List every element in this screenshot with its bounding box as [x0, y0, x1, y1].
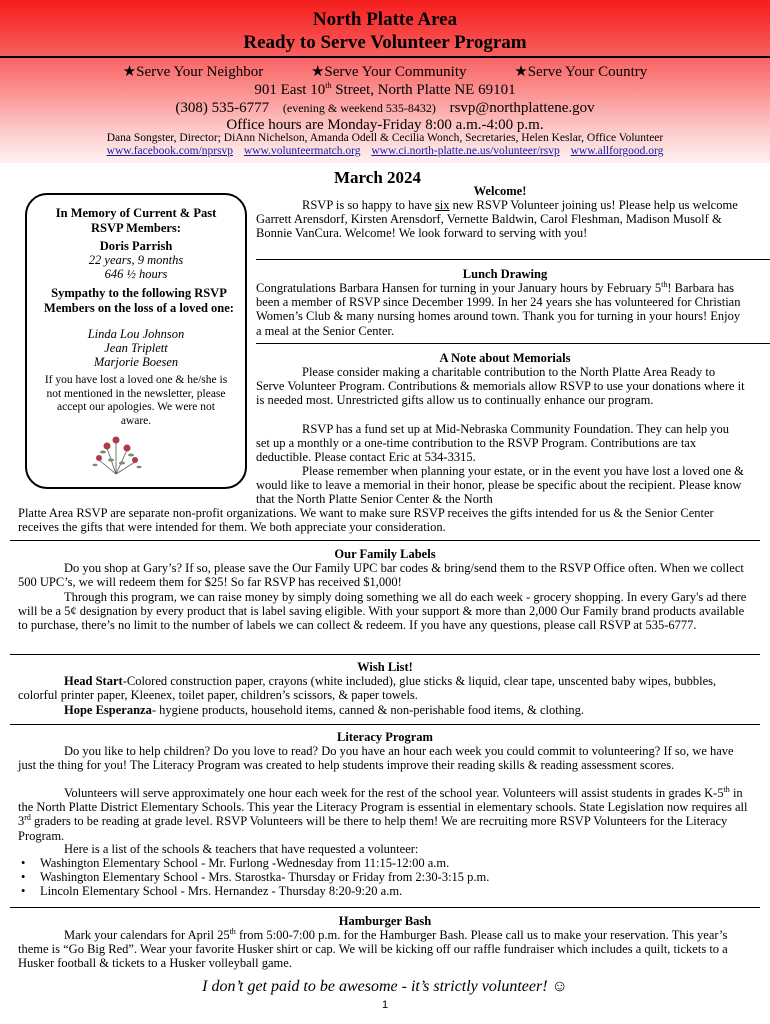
wish-hope: [18, 703, 750, 717]
literacy-p2-c: graders to be reading at grade level. RSVP Volunteers will be there to help them! We are recruiting more RSVP Volunteers for the Literacy Program.: [18, 814, 728, 843]
address: [0, 81, 770, 99]
literacy-p2-b: in the North Platte District Elementary Schools. This year the Literacy Program is essential in elementary schools. State Legislation now requires all 3: [18, 786, 748, 829]
family-title: Our Family Labels: [334, 547, 436, 561]
family-p1: Do you shop at Gary’s? If so, please save the Our Family UPC bar codes & bring/send them to the RSVP Office often. When we collect 500 UPC’s, we will redeem them for $25! So far RSVP has received $1,000!: [18, 561, 744, 590]
loved-one: Marjorie Boesen: [93, 355, 179, 369]
staff-list: Dana Songster, Director; DiAnn Nichelson, Amanda Odell & Cecilia Wonch, Secretaries, Helen Keslar, Office Volunteer: [106, 132, 664, 144]
memorials-title: A Note about Memorials: [439, 351, 571, 365]
masthead-divider: [0, 56, 770, 58]
list-item: • Washington Elementary School - Mrs. Starostka- Thursday or Friday from 2:30-3:15 p.m.: [18, 870, 750, 884]
welcome-six: six: [434, 198, 450, 212]
literacy-p1: Do you like to help children? Do you love to read? Do you have an hour each week you could commit to volunteering? If so, we have just the thing for you! The Literacy Program was created to help students improve their reading skills & reading assessment scores.: [18, 744, 734, 773]
welcome-text-a: RSVP is so happy to have: [302, 198, 435, 212]
literacy-p2-a: Volunteers will serve approximately one hour each week for the rest of the school year. Volunteers will assist students in grades K-5: [64, 786, 724, 800]
headstart-text: -Colored construction paper, crayons (white included), glue sticks & liquid, clear tape, unscented baby wipes, bubbles, colorful printer paper, Kleenex, toilet paper, children’s scissors, & paper towels.: [18, 674, 717, 703]
city-rsvp-link[interactable]: www.ci.north-platte.ne.us/volunteer/rsvp: [371, 145, 560, 157]
memorials-p3-cont: Platte Area RSVP are separate non-profit organizations. We want to make sure RSVP receives the gifts intended for us & the Senior Center receives the gifts that were intended for them. We both appreciate your consideration.: [18, 506, 714, 535]
welcome-text: [256, 198, 746, 241]
slogan-neighbor: ★Serve Your Neighbor: [122, 64, 264, 80]
volunteermatch-link[interactable]: www.volunteermatch.org: [243, 145, 361, 157]
slogans: [0, 63, 770, 81]
slogan-community: ★Serve Your Community: [310, 64, 467, 80]
literacy-title: Literacy Program: [337, 730, 433, 744]
memorial-note: If you have lost a loved one & he/she is not mentioned in the newsletter, please accept our apologies. We were not aware.: [44, 374, 228, 427]
page-number: 1: [381, 999, 389, 1011]
literacy-p2: [18, 786, 750, 843]
welcome-text-b: new RSVP Volunteer joining us! Please help us welcome Garrett Arensdorf, Kirsten Arensdorf, Vernette Baldwin, Carol Fleshman, Madison Musolf & Bonnie VanCura. Welcome! We look forward to serving with you!: [256, 198, 738, 241]
memorial-name: Doris Parrish: [99, 239, 173, 253]
web-links: [0, 144, 770, 158]
slogan-country: ★Serve Your Country: [514, 64, 648, 80]
literacy-p3: Here is a list of the schools & teachers that have requested a volunteer:: [64, 842, 419, 856]
section-divider: [256, 259, 770, 260]
hamburger-text: [18, 928, 750, 971]
list-item: • Washington Elementary School - Mr. Furlong -Wednesday from 11:15-12:00 a.m.: [18, 856, 750, 870]
address-part-2: Street, North Platte NE 69101: [331, 82, 516, 98]
literacy-sup1: th: [723, 784, 730, 794]
lunch-title: Lunch Drawing: [462, 267, 548, 281]
masthead: [0, 0, 770, 163]
address-part: 901 East 10: [254, 82, 326, 98]
family-p2: Through this program, we can raise money by simply doing something we all do each week - grocery shopping. In every Gary's ad there will be a 5¢ designation by every product that is label saving eligible. With your support & more than 2,000 Our Family brand products available to purchase, there’s no limit to the number of labels we can collect & redeem. If you have any questions, please call RSVP at 535-6777.: [18, 590, 747, 633]
section-divider: [10, 654, 760, 655]
sympathy-heading: Sympathy to the following RSVP Members on the loss of a loved one:: [44, 286, 234, 315]
lunch-text: [256, 281, 746, 338]
issue-month: March 2024: [334, 168, 422, 187]
phone-number: (308) 535-6777: [175, 100, 270, 116]
section-divider: [10, 540, 760, 541]
memorial-hours: 646 ½ hours: [104, 267, 168, 281]
hamburger-text-a: Mark your calendars for April 25: [64, 928, 230, 942]
hamburger-sup: th: [229, 926, 236, 936]
headstart-label: Head Start: [64, 674, 123, 688]
wish-title: Wish List!: [357, 660, 413, 674]
evening-phone: (evening & weekend 535-8432): [282, 101, 436, 115]
hamburger-title: Hamburger Bash: [338, 914, 432, 928]
memorial-box: [25, 193, 247, 489]
contact-line: [0, 99, 770, 117]
school-list: [18, 856, 750, 899]
address-sup: th: [325, 81, 332, 90]
loved-one: Linda Lou Johnson: [87, 327, 185, 341]
memorial-heading: In Memory of Current & Past RSVP Members:: [55, 206, 217, 235]
memorials-p1: Please consider making a charitable contribution to the North Platte Area Ready to Serve Volunteer Program. Contributions & memorials allow RSVP to use your donations where it is needed most. Unrestricted gifts allow us to continually enhance our program.: [256, 365, 745, 408]
memorial-years: 22 years, 9 months: [88, 253, 184, 267]
facebook-link[interactable]: www.facebook.com/nprsvp: [106, 145, 234, 157]
flower-bouquet-icon: [85, 430, 147, 478]
allforgood-link[interactable]: www.allforgood.org: [570, 145, 664, 157]
list-item: • Lincoln Elementary School - Mrs. Hernandez - Thursday 8:20-9:20 a.m.: [18, 884, 750, 898]
section-divider: [10, 907, 760, 908]
section-divider: [10, 724, 760, 725]
lunch-text-a: Congratulations Barbara Hansen for turning in your January hours by February 5: [256, 281, 662, 295]
org-title-line2: Ready to Serve Volunteer Program: [243, 32, 527, 53]
email-address: rsvp@northplattene.gov: [449, 100, 595, 116]
office-hours: Office hours are Monday-Friday 8:00 a.m.-4:00 p.m.: [226, 117, 544, 133]
wish-headstart: [18, 674, 750, 702]
hamburger-text-b: from 5:00-7:00 p.m. for the Hamburger Bash. Please call us to make your reservation. This year’s theme is “Go Big Red”. Wear your favorite Husker shirt or cap. We will be kicking off our raffle fundraiser which includes a quilt, tickets to a Husker football & tickets to a Husker volleyball game.: [18, 928, 728, 971]
section-divider: [256, 343, 770, 344]
literacy-sup2: rd: [24, 813, 31, 823]
hope-text: - hygiene products, household items, canned & non-perishable food items, & clothing.: [151, 703, 585, 717]
memorials-p3: Please remember when planning your estate, or in the event you have lost a loved one & would like to leave a memorial in their honor, please be specific about the recipient. Please know that the North Platte Senior Center & the North: [256, 464, 744, 507]
memorials-p2: RSVP has a fund set up at Mid-Nebraska Community Foundation. They can help you set up a monthly or a one-time contribution to the RSVP Program. Contributions are tax deductible. Please contact Eric at 534-3315.: [256, 422, 730, 465]
welcome-title: Welcome!: [473, 184, 527, 198]
loved-one: Jean Triplett: [104, 341, 168, 355]
lunch-text-b: ! Barbara has been a member of RSVP since December 1999. In her 24 years she has volunteered for Christian Women’s Club & many nursing homes around town. Thank you for turning in your hours! Enjoy a meal at the Senior Center.: [256, 281, 741, 338]
lunch-sup: th: [661, 279, 668, 289]
org-title-line1: North Platte Area: [312, 9, 458, 30]
footer-quote: I don’t get paid to be awesome - it’s strictly volunteer! ☺: [202, 978, 568, 995]
hope-label: Hope Esperanza: [64, 703, 152, 717]
